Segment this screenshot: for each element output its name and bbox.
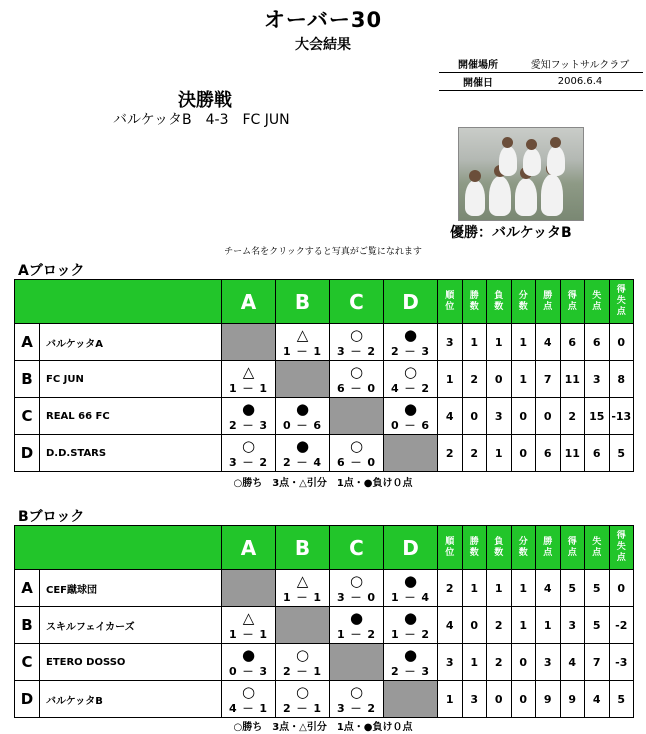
match-result-cell [276, 681, 330, 718]
header-row [15, 526, 634, 570]
result-symbol: △ [242, 608, 255, 627]
match-score: 3 － 2 [337, 701, 376, 715]
match-result-cell [222, 398, 276, 435]
block-b-legend: ○勝ち 3点・△引分 1点・●負け０点 [233, 722, 413, 733]
match-result-cell [222, 644, 276, 681]
stat-value: 1 [438, 361, 463, 398]
column-header-team: B [276, 280, 330, 324]
stat-value: 3 [438, 324, 463, 361]
row-label: A [15, 324, 40, 361]
self-match-cell [330, 644, 384, 681]
stat-value: 4 [560, 644, 585, 681]
date-label: 開催日 [439, 73, 517, 91]
venue-label: 開催場所 [439, 55, 517, 73]
row-label: D [15, 681, 40, 718]
row-label: A [15, 570, 40, 607]
header-row [15, 280, 634, 324]
stat-value: 0 [536, 398, 561, 435]
match-score: 3 － 2 [337, 344, 376, 358]
click-note: チーム名をクリックすると写真がご覧になれます [224, 247, 422, 257]
champion-team-photo[interactable] [458, 127, 584, 221]
self-match-cell [222, 570, 276, 607]
stat-value: 3 [438, 644, 463, 681]
match-score: 0 － 6 [283, 418, 322, 432]
result-symbol: △ [242, 362, 255, 381]
column-header-stat: 勝 点 [536, 526, 561, 570]
stat-value: 4 [438, 607, 463, 644]
date-row [439, 73, 643, 91]
stat-value: 1 [487, 435, 512, 472]
final-result: バルケッタB 4-3 FC JUN [113, 112, 290, 128]
stat-value: 2 [560, 398, 585, 435]
column-header-stat: 負 数 [487, 526, 512, 570]
stat-value: 0 [609, 324, 634, 361]
column-header-stat: 負 数 [487, 280, 512, 324]
match-result-cell [330, 607, 384, 644]
stat-value: 6 [585, 435, 610, 472]
stat-value: 0 [487, 361, 512, 398]
stat-value: 4 [438, 398, 463, 435]
stat-value: 3 [487, 398, 512, 435]
stat-value: 9 [536, 681, 561, 718]
result-symbol: ● [403, 325, 418, 344]
match-score: 1 － 1 [283, 344, 322, 358]
match-result-cell [330, 361, 384, 398]
result-symbol: △ [296, 571, 309, 590]
stat-value: 2 [487, 644, 512, 681]
stat-value: 0 [511, 644, 536, 681]
match-result-cell [222, 681, 276, 718]
match-score: 1 － 4 [391, 590, 430, 604]
result-symbol: ○ [349, 436, 364, 455]
match-score: 2 － 4 [283, 455, 322, 469]
champion-label: 優勝：バルケッタB [450, 225, 572, 241]
stat-value: 1 [462, 324, 487, 361]
match-result-cell [222, 361, 276, 398]
stat-value: 4 [585, 681, 610, 718]
column-header-stat: 失 点 [585, 280, 610, 324]
match-result-cell [276, 398, 330, 435]
match-score: 2 － 3 [229, 418, 268, 432]
stat-value: 2 [438, 435, 463, 472]
column-header-stat: 勝 数 [462, 280, 487, 324]
page-title: オーバー30 [263, 8, 383, 32]
team-name-link[interactable]: FC JUN [40, 361, 222, 398]
result-symbol: ● [403, 645, 418, 664]
stat-value: 5 [585, 607, 610, 644]
result-symbol: ○ [241, 436, 256, 455]
result-symbol: ○ [349, 362, 364, 381]
column-header-team: B [276, 526, 330, 570]
stat-value: -13 [609, 398, 634, 435]
column-header-team: A [222, 526, 276, 570]
block-b-title: Bブロック [18, 509, 85, 525]
block-b-table [14, 525, 634, 718]
venue-value: 愛知フットサルクラブ [517, 55, 643, 73]
team-name-link[interactable]: バルケッタA [40, 324, 222, 361]
match-score: 6 － 0 [337, 381, 376, 395]
stat-value: 9 [560, 681, 585, 718]
team-name-link[interactable]: スキルフェイカーズ [40, 607, 222, 644]
column-header-team: C [330, 526, 384, 570]
stat-value: 2 [462, 435, 487, 472]
match-result-cell [276, 435, 330, 472]
date-value: 2006.6.4 [517, 73, 643, 91]
stat-value: 11 [560, 435, 585, 472]
stat-value: 6 [585, 324, 610, 361]
block-a-title: Aブロック [18, 263, 85, 279]
stat-value: 0 [462, 607, 487, 644]
column-header-stat: 得 失 点 [609, 280, 634, 324]
result-symbol: ● [241, 399, 256, 418]
result-symbol: ○ [295, 682, 310, 701]
stat-value: 1 [536, 607, 561, 644]
match-score: 0 － 6 [391, 418, 430, 432]
match-result-cell [330, 681, 384, 718]
team-name-link[interactable]: バルケッタB [40, 681, 222, 718]
match-score: 1 － 1 [283, 590, 322, 604]
result-symbol: △ [296, 325, 309, 344]
result-symbol: ○ [349, 682, 364, 701]
result-symbol: ● [295, 399, 310, 418]
team-name-link[interactable]: ETERO DOSSO [40, 644, 222, 681]
match-result-cell [276, 324, 330, 361]
stat-value: -3 [609, 644, 634, 681]
column-header-stat: 得 失 点 [609, 526, 634, 570]
stat-value: 0 [511, 398, 536, 435]
final-heading: 決勝戦 [178, 90, 232, 111]
match-score: 4 － 1 [229, 701, 268, 715]
row-label: C [15, 644, 40, 681]
match-score: 1 － 2 [391, 627, 430, 641]
match-result-cell [384, 361, 438, 398]
result-symbol: ○ [403, 362, 418, 381]
stat-value: 1 [511, 324, 536, 361]
match-result-cell [276, 570, 330, 607]
stat-value: 7 [536, 361, 561, 398]
row-label: B [15, 607, 40, 644]
match-score: 2 － 1 [283, 701, 322, 715]
venue-row [439, 55, 643, 73]
match-score: 2 － 3 [391, 664, 430, 678]
match-result-cell [384, 607, 438, 644]
self-match-cell [330, 398, 384, 435]
match-score: 6 － 0 [337, 455, 376, 469]
row-label: C [15, 398, 40, 435]
stat-value: 3 [560, 607, 585, 644]
self-match-cell [276, 361, 330, 398]
stat-value: 1 [511, 607, 536, 644]
row-label: D [15, 435, 40, 472]
match-result-cell [330, 324, 384, 361]
table-row [15, 644, 634, 681]
table-row [15, 398, 634, 435]
result-symbol: ● [403, 571, 418, 590]
self-match-cell [276, 607, 330, 644]
match-score: 4 － 2 [391, 381, 430, 395]
stat-value: 1 [511, 361, 536, 398]
column-header-stat: 失 点 [585, 526, 610, 570]
match-result-cell [384, 324, 438, 361]
stat-value: 1 [438, 681, 463, 718]
result-symbol: ● [349, 608, 364, 627]
stat-value: 1 [487, 570, 512, 607]
column-header-stat: 勝 数 [462, 526, 487, 570]
column-header-team: D [384, 526, 438, 570]
match-result-cell [222, 435, 276, 472]
block-a-legend: ○勝ち 3点・△引分 1点・●負け０点 [233, 478, 413, 489]
block-a-table [14, 279, 634, 472]
team-name-link[interactable]: D.D.STARS [40, 435, 222, 472]
match-result-cell [384, 570, 438, 607]
table-row [15, 681, 634, 718]
stat-value: 5 [609, 435, 634, 472]
match-result-cell [330, 435, 384, 472]
stat-value: 7 [585, 644, 610, 681]
column-header-team: C [330, 280, 384, 324]
stat-value: 1 [511, 570, 536, 607]
event-info-table [439, 55, 643, 91]
column-header-stat: 得 点 [560, 526, 585, 570]
stat-value: 11 [560, 361, 585, 398]
header-blank [15, 280, 222, 324]
stat-value: 2 [438, 570, 463, 607]
match-result-cell [222, 607, 276, 644]
table-row [15, 607, 634, 644]
result-symbol: ○ [349, 571, 364, 590]
team-name-link[interactable]: CEF蹴球団 [40, 570, 222, 607]
match-score: 2 － 1 [283, 664, 322, 678]
stat-value: 0 [511, 681, 536, 718]
match-score: 1 － 1 [229, 627, 268, 641]
stat-value: 1 [462, 644, 487, 681]
stat-value: 6 [560, 324, 585, 361]
page-subtitle: 大会結果 [295, 37, 351, 53]
result-symbol: ○ [349, 325, 364, 344]
stat-value: 1 [462, 570, 487, 607]
team-name-link[interactable]: REAL 66 FC [40, 398, 222, 435]
table-row [15, 324, 634, 361]
self-match-cell [384, 435, 438, 472]
stat-value: 0 [487, 681, 512, 718]
column-header-stat: 得 点 [560, 280, 585, 324]
stat-value: 2 [487, 607, 512, 644]
column-header-stat: 勝 点 [536, 280, 561, 324]
stat-value: -2 [609, 607, 634, 644]
self-match-cell [384, 681, 438, 718]
stat-value: 5 [609, 681, 634, 718]
match-score: 1 － 2 [337, 627, 376, 641]
header-blank [15, 526, 222, 570]
result-symbol: ● [295, 436, 310, 455]
match-score: 3 － 2 [229, 455, 268, 469]
match-score: 0 － 3 [229, 664, 268, 678]
row-label: B [15, 361, 40, 398]
column-header-stat: 分 数 [511, 280, 536, 324]
column-header-team: D [384, 280, 438, 324]
table-row [15, 435, 634, 472]
table-row [15, 361, 634, 398]
match-result-cell [276, 644, 330, 681]
column-header-stat: 順 位 [438, 526, 463, 570]
self-match-cell [222, 324, 276, 361]
stat-value: 2 [462, 361, 487, 398]
result-symbol: ● [403, 608, 418, 627]
stat-value: 1 [487, 324, 512, 361]
match-result-cell [384, 644, 438, 681]
stat-value: 4 [536, 324, 561, 361]
match-result-cell [330, 570, 384, 607]
stat-value: 3 [536, 644, 561, 681]
stat-value: 6 [536, 435, 561, 472]
stat-value: 3 [462, 681, 487, 718]
column-header-team: A [222, 280, 276, 324]
stat-value: 0 [462, 398, 487, 435]
match-result-cell [384, 398, 438, 435]
stat-value: 0 [511, 435, 536, 472]
match-score: 3 － 0 [337, 590, 376, 604]
result-symbol: ○ [241, 682, 256, 701]
stat-value: 5 [585, 570, 610, 607]
result-symbol: ● [241, 645, 256, 664]
stat-value: 0 [609, 570, 634, 607]
stat-value: 8 [609, 361, 634, 398]
stat-value: 4 [536, 570, 561, 607]
stat-value: 5 [560, 570, 585, 607]
match-score: 1 － 1 [229, 381, 268, 395]
match-score: 2 － 3 [391, 344, 430, 358]
column-header-stat: 分 数 [511, 526, 536, 570]
table-row [15, 570, 634, 607]
result-symbol: ● [403, 399, 418, 418]
stat-value: 15 [585, 398, 610, 435]
stat-value: 3 [585, 361, 610, 398]
column-header-stat: 順 位 [438, 280, 463, 324]
result-symbol: ○ [295, 645, 310, 664]
